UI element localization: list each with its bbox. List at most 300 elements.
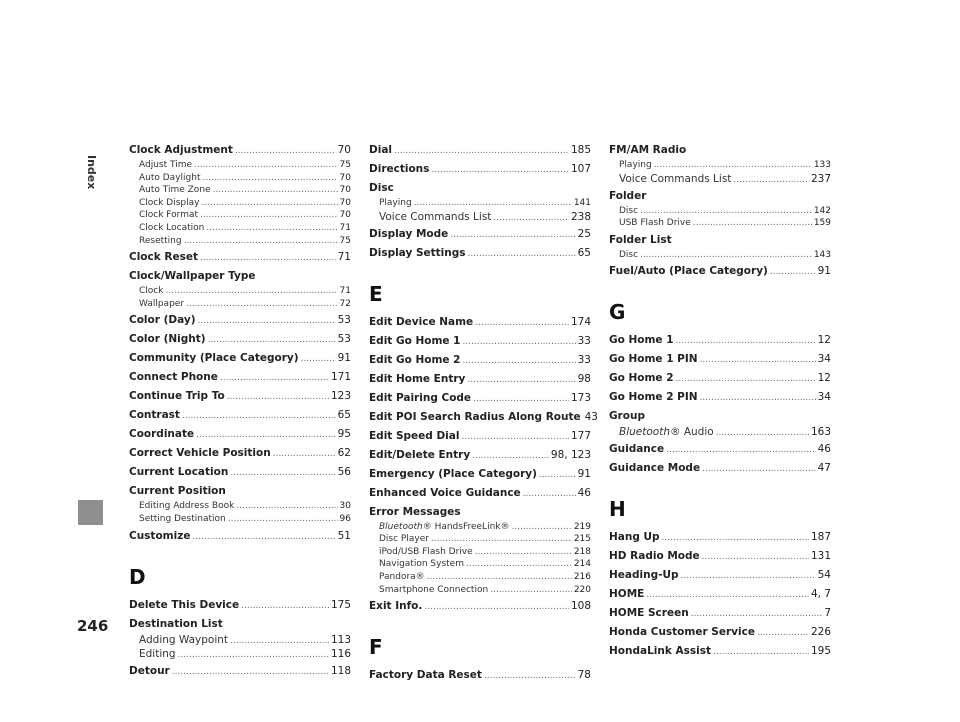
entry-label: Clock Adjustment <box>129 144 233 156</box>
side-tab-label <box>80 155 98 195</box>
leader-dots <box>230 464 335 482</box>
index-subentry <box>129 298 351 311</box>
entry-label: Go Home 2 <box>609 372 674 385</box>
entry-label: Clock Display <box>139 197 200 208</box>
entry-label: Disc Player <box>379 534 429 545</box>
entry-page-number: 25 <box>577 227 591 240</box>
leader-dots <box>493 210 569 225</box>
entry-label: Edit Device Name <box>369 315 474 328</box>
leader-dots <box>427 571 572 584</box>
index-entry <box>609 548 831 565</box>
index-subentry <box>129 633 351 647</box>
entry-label: Resetting <box>139 235 182 246</box>
index-heading: Destination List <box>129 617 223 630</box>
entry-page-number: 91 <box>817 265 831 278</box>
entry-label: Heading-Up <box>609 569 679 582</box>
entry-label <box>619 425 714 439</box>
index-entry <box>369 333 591 350</box>
leader-dots <box>666 441 816 459</box>
entry-label-rest: ® HandsFreeLink® <box>422 521 510 532</box>
index-entry <box>609 370 831 387</box>
index-entry <box>129 312 351 329</box>
entry-label: Edit/Delete Entry <box>369 448 471 461</box>
leader-dots <box>424 598 569 616</box>
entry-label: Playing <box>619 160 652 170</box>
entry-label: Pandora® <box>379 571 425 582</box>
index-subentry <box>369 558 591 571</box>
index-entry <box>369 161 591 178</box>
entry-label: USB Flash Drive <box>619 218 691 229</box>
leader-dots <box>450 226 575 244</box>
index-entry <box>129 663 351 680</box>
leader-dots <box>178 647 329 662</box>
leader-dots <box>700 351 816 369</box>
entry-page-number: 91 <box>337 352 351 365</box>
entry-label: Clock Location <box>139 222 205 233</box>
entry-page-number: 214 <box>573 559 591 570</box>
leader-dots <box>184 235 338 248</box>
entry-page-number: 70 <box>339 210 351 221</box>
entry-page-number: 159 <box>813 218 831 229</box>
leader-dots <box>431 533 572 546</box>
entry-label: Go Home 1 PIN <box>609 353 698 366</box>
entry-label: Honda Customer Service <box>609 626 755 639</box>
leader-dots <box>182 407 336 425</box>
index-subentry <box>129 222 351 235</box>
leader-dots <box>235 142 336 160</box>
entry-label: Setting Destination <box>139 513 226 524</box>
leader-dots <box>511 521 571 534</box>
section-letter: D <box>129 564 146 589</box>
entry-label-italic: Bluetooth <box>379 521 423 532</box>
entry-page-number: 216 <box>573 571 591 582</box>
entry-label: Contrast <box>129 409 180 422</box>
leader-dots <box>200 249 336 267</box>
entry-label: Navigation System <box>379 559 464 570</box>
entry-page-number: 95 <box>337 428 351 441</box>
index-column-2 <box>369 140 598 684</box>
index-entry <box>129 445 351 462</box>
entry-page-number: 108 <box>570 600 591 613</box>
side-tab-marker <box>78 500 103 525</box>
entry-label: Coordinate <box>129 428 195 441</box>
entry-page-number: 220 <box>573 584 591 595</box>
entry-label: Clock <box>139 286 164 297</box>
entry-page-number: 70 <box>339 197 351 208</box>
entry-page-number: 143 <box>813 249 831 260</box>
entry-label: HOME <box>609 588 645 601</box>
leader-dots <box>472 447 549 465</box>
entry-label: Wallpaper <box>139 298 185 309</box>
entry-page-number: 123 <box>330 390 351 403</box>
index-heading: Clock/Wallpaper Type <box>129 270 256 283</box>
leader-dots <box>227 388 329 406</box>
index-entry <box>369 447 591 464</box>
index-subentry <box>129 184 351 197</box>
index-subentry <box>129 159 351 172</box>
index-tab-text: Index <box>85 155 98 190</box>
index-entry <box>369 352 591 369</box>
leader-dots <box>523 485 576 503</box>
entry-label: Enhanced Voice Guidance <box>369 486 521 499</box>
leader-dots <box>236 500 337 513</box>
index-entry <box>609 351 831 368</box>
section-letter: F <box>369 635 383 660</box>
entry-page-number: 171 <box>330 371 351 384</box>
leader-dots <box>230 633 329 648</box>
entry-page-number: 113 <box>330 633 351 646</box>
leader-dots <box>757 624 809 642</box>
entry-page-number: 238 <box>570 210 591 223</box>
index-entry <box>129 388 351 405</box>
leader-dots <box>220 369 329 387</box>
entry-page-number: 46 <box>817 443 831 456</box>
entry-label: Editing Address Book <box>139 501 235 512</box>
entry-page-number: 56 <box>337 466 351 479</box>
leader-dots <box>733 172 809 187</box>
index-subentry <box>129 209 351 222</box>
leader-dots <box>691 605 823 623</box>
entry-label: Connect Phone <box>129 371 218 384</box>
entry-label: iPod/USB Flash Drive <box>379 546 473 557</box>
index-entry <box>609 567 831 584</box>
index-entry <box>129 350 351 367</box>
entry-label: Community (Place Category) <box>129 352 299 365</box>
entry-page-number: 226 <box>810 626 831 639</box>
index-subentry <box>129 197 351 210</box>
index-subentry <box>369 571 591 584</box>
entry-page-number: 62 <box>337 447 351 460</box>
index-heading: Folder <box>609 189 647 202</box>
index-entry <box>609 460 831 477</box>
index-subentry <box>369 210 591 224</box>
leader-dots <box>475 314 569 332</box>
leader-dots <box>394 142 569 160</box>
entry-label: Guidance Mode <box>609 462 701 475</box>
entry-label: Clock Reset <box>129 251 198 264</box>
index-entry <box>129 369 351 386</box>
leader-dots <box>192 528 335 546</box>
index-subentry <box>369 197 591 210</box>
entry-label: Directions <box>369 163 430 175</box>
index-entry <box>609 529 831 546</box>
index-subentry <box>609 425 831 439</box>
leader-dots <box>473 390 569 408</box>
entry-page-number: 237 <box>810 172 831 185</box>
leader-dots <box>461 428 568 446</box>
index-subentry <box>129 235 351 248</box>
entry-label: Playing <box>379 198 412 208</box>
entry-page-number: 187 <box>810 531 831 544</box>
index-column-1 <box>129 140 351 680</box>
index-subentry <box>129 172 351 185</box>
index-entry <box>129 407 351 424</box>
entry-page-number: 65 <box>337 409 351 422</box>
leader-dots <box>681 567 816 585</box>
entry-label: Emergency (Place Category) <box>369 467 537 480</box>
entry-page-number: 142 <box>813 205 831 216</box>
entry-page-number: 91 <box>577 467 591 480</box>
entry-label: Smartphone Connection <box>379 584 489 595</box>
index-heading: Current Position <box>129 485 226 498</box>
entry-label: Factory Data Reset <box>369 669 482 682</box>
entry-label: Continue Trip To <box>129 390 225 403</box>
index-heading: Disc <box>369 182 394 194</box>
index-entry <box>129 142 351 159</box>
entry-page-number: 71 <box>339 286 351 297</box>
entry-label: Voice Commands List <box>379 210 492 223</box>
entry-page-number: 195 <box>810 645 831 658</box>
index-subentry <box>129 500 351 513</box>
index-entry <box>369 142 591 159</box>
index-entry <box>609 332 831 349</box>
entry-page-number: 219 <box>573 521 591 532</box>
index-subentry <box>609 159 831 172</box>
entry-label: HOME Screen <box>609 607 689 620</box>
entry-page-number: 47 <box>817 462 831 475</box>
index-entry <box>609 441 831 458</box>
entry-label: Edit POI Search Radius Along Route <box>369 410 581 423</box>
leader-dots <box>702 548 809 566</box>
leader-dots <box>462 352 575 370</box>
leader-dots <box>414 197 572 210</box>
leader-dots <box>676 332 816 350</box>
index-entry <box>369 390 591 407</box>
leader-dots <box>468 245 576 263</box>
index-subentry <box>369 546 591 559</box>
index-entry <box>609 643 831 660</box>
entry-label: Auto Daylight <box>139 172 201 183</box>
leader-dots <box>228 513 338 526</box>
entry-label: Delete This Device <box>129 598 240 611</box>
leader-dots <box>172 663 329 681</box>
index-heading: Folder List <box>609 233 672 246</box>
index-entry <box>609 605 831 622</box>
leader-dots <box>273 445 336 463</box>
entry-page-number: 141 <box>573 198 591 208</box>
entry-page-number: 4, 7 <box>810 588 831 601</box>
index-subentry <box>129 647 351 661</box>
entry-page-number: 12 <box>817 372 831 385</box>
section-letter: E <box>369 281 383 306</box>
entry-label: Voice Commands List <box>619 172 732 185</box>
entry-label: Hang Up <box>609 531 660 544</box>
entry-label: Edit Home Entry <box>369 372 466 385</box>
index-heading: Group <box>609 410 646 423</box>
entry-label: Display Mode <box>369 227 449 240</box>
leader-dots <box>475 546 572 559</box>
index-entry <box>369 245 591 262</box>
entry-page-number: 177 <box>570 429 591 442</box>
entry-page-number: 30 <box>339 501 351 512</box>
index-entry <box>369 226 591 243</box>
entry-label: HondaLink Assist <box>609 645 711 658</box>
entry-page-number: 116 <box>330 647 351 660</box>
leader-dots <box>213 184 338 197</box>
entry-page-number: 65 <box>577 246 591 259</box>
entry-label: Adjust Time <box>139 160 193 170</box>
index-subentry <box>129 513 351 526</box>
entry-label: Go Home 1 <box>609 334 674 347</box>
entry-page-number: 174 <box>570 315 591 328</box>
entry-page-number: 34 <box>817 353 831 366</box>
index-entry <box>129 597 351 614</box>
index-entry <box>609 263 831 280</box>
leader-dots <box>200 209 338 222</box>
index-entry <box>129 249 351 266</box>
side-tab-background <box>78 0 103 500</box>
index-subentry <box>369 521 591 534</box>
entry-label: Guidance <box>609 443 665 456</box>
entry-label: Edit Speed Dial <box>369 429 460 442</box>
entry-label: Fuel/Auto (Place Category) <box>609 265 768 278</box>
index-subentry <box>609 205 831 218</box>
index-entry <box>369 598 591 615</box>
index-entry <box>129 331 351 348</box>
leader-dots <box>770 263 816 281</box>
leader-dots <box>662 529 809 547</box>
entry-page-number: 7 <box>824 607 831 620</box>
index-subentry <box>369 533 591 546</box>
section-letter: G <box>609 300 626 325</box>
entry-page-number: 131 <box>810 550 831 563</box>
index-entry <box>609 389 831 406</box>
index-entry <box>609 624 831 641</box>
index-entry <box>369 428 591 445</box>
index-subentry <box>129 285 351 298</box>
leader-dots <box>186 298 338 311</box>
index-entry <box>609 586 831 603</box>
entry-page-number: 33 <box>577 334 591 347</box>
index-subentry <box>609 217 831 230</box>
entry-label: Edit Go Home 1 <box>369 334 461 347</box>
entry-page-number: 118 <box>330 664 351 677</box>
entry-page-number: 12 <box>817 334 831 347</box>
index-entry <box>129 464 351 481</box>
entry-label: Edit Pairing Code <box>369 391 472 404</box>
entry-label: Clock Format <box>139 210 199 221</box>
entry-page-number: 53 <box>337 333 351 346</box>
entry-label: Go Home 2 PIN <box>609 391 698 404</box>
leader-dots <box>241 597 329 615</box>
leader-dots <box>202 172 337 185</box>
entry-page-number: 163 <box>810 426 831 439</box>
leader-dots <box>640 205 812 218</box>
index-entry <box>369 667 591 684</box>
leader-dots <box>539 466 576 484</box>
leader-dots <box>676 370 816 388</box>
index-subentry <box>609 172 831 186</box>
entry-page-number: 70 <box>339 185 351 196</box>
leader-dots <box>208 331 336 349</box>
entry-label: Display Settings <box>369 246 466 259</box>
entry-page-number: 96 <box>339 513 351 524</box>
leader-dots <box>198 312 336 330</box>
leader-dots <box>646 586 809 604</box>
leader-dots <box>484 667 576 685</box>
entry-label: Customize <box>129 529 191 542</box>
leader-dots <box>206 222 337 235</box>
entry-page-number: 70 <box>339 172 351 183</box>
entry-page-number: 75 <box>339 235 351 246</box>
entry-label: Auto Time Zone <box>139 185 211 196</box>
leader-dots <box>301 350 336 368</box>
entry-label: Current Location <box>129 466 229 479</box>
index-subentry <box>369 584 591 597</box>
entry-page-number: 54 <box>817 569 831 582</box>
leader-dots <box>431 161 569 179</box>
leader-dots <box>462 333 575 351</box>
entry-page-number: 71 <box>339 222 351 233</box>
entry-label-italic: Bluetooth <box>619 426 670 439</box>
entry-label: Color (Day) <box>129 314 196 327</box>
index-entry <box>369 409 598 426</box>
leader-dots <box>467 371 575 389</box>
entry-page-number: 173 <box>570 391 591 404</box>
index-entry <box>369 485 591 502</box>
entry-page-number: 46 <box>577 486 591 499</box>
entry-page-number: 72 <box>339 298 351 309</box>
leader-dots <box>165 285 337 298</box>
leader-dots <box>194 159 338 172</box>
entry-page-number: 175 <box>330 598 351 611</box>
entry-label: Detour <box>129 664 170 677</box>
page-number: 246 <box>77 617 109 635</box>
entry-page-number: 53 <box>337 314 351 327</box>
leader-dots <box>196 426 335 444</box>
entry-page-number: 133 <box>813 160 831 170</box>
leader-dots <box>640 249 812 262</box>
index-entry <box>129 528 351 545</box>
index-entry <box>129 426 351 443</box>
entry-label: Dial <box>369 144 392 156</box>
entry-page-number: 51 <box>337 529 351 542</box>
index-heading: FM/AM Radio <box>609 144 687 156</box>
entry-label: Color (Night) <box>129 333 206 346</box>
index-entry <box>369 371 591 388</box>
leader-dots <box>490 584 572 597</box>
entry-label: Correct Vehicle Position <box>129 447 271 460</box>
leader-dots <box>702 460 816 478</box>
leader-dots <box>700 389 816 407</box>
index-entry <box>369 466 591 483</box>
entry-page-number: 107 <box>570 163 591 175</box>
entry-label: Disc <box>619 205 639 216</box>
section-letter: H <box>609 497 626 522</box>
entry-page-number: 98 <box>577 372 591 385</box>
entry-page-number: 218 <box>573 546 591 557</box>
index-entry <box>369 314 591 331</box>
index-heading: Error Messages <box>369 505 461 518</box>
entry-label: Exit Info. <box>369 600 423 613</box>
entry-label: Edit Go Home 2 <box>369 353 461 366</box>
leader-dots <box>713 643 809 661</box>
entry-page-number: 34 <box>817 391 831 404</box>
leader-dots <box>654 159 812 172</box>
entry-page-number: 98, 123 <box>550 448 591 461</box>
entry-label <box>379 521 509 534</box>
entry-page-number: 78 <box>577 669 591 682</box>
entry-page-number: 215 <box>573 534 591 545</box>
entry-page-number: 75 <box>339 160 351 170</box>
entry-label: Disc <box>619 249 639 260</box>
entry-label: HD Radio Mode <box>609 550 700 563</box>
index-subentry <box>609 249 831 262</box>
leader-dots <box>466 558 572 571</box>
index-column-3 <box>609 140 831 660</box>
entry-page-number: 43 <box>584 410 598 423</box>
entry-page-number: 71 <box>337 251 351 264</box>
